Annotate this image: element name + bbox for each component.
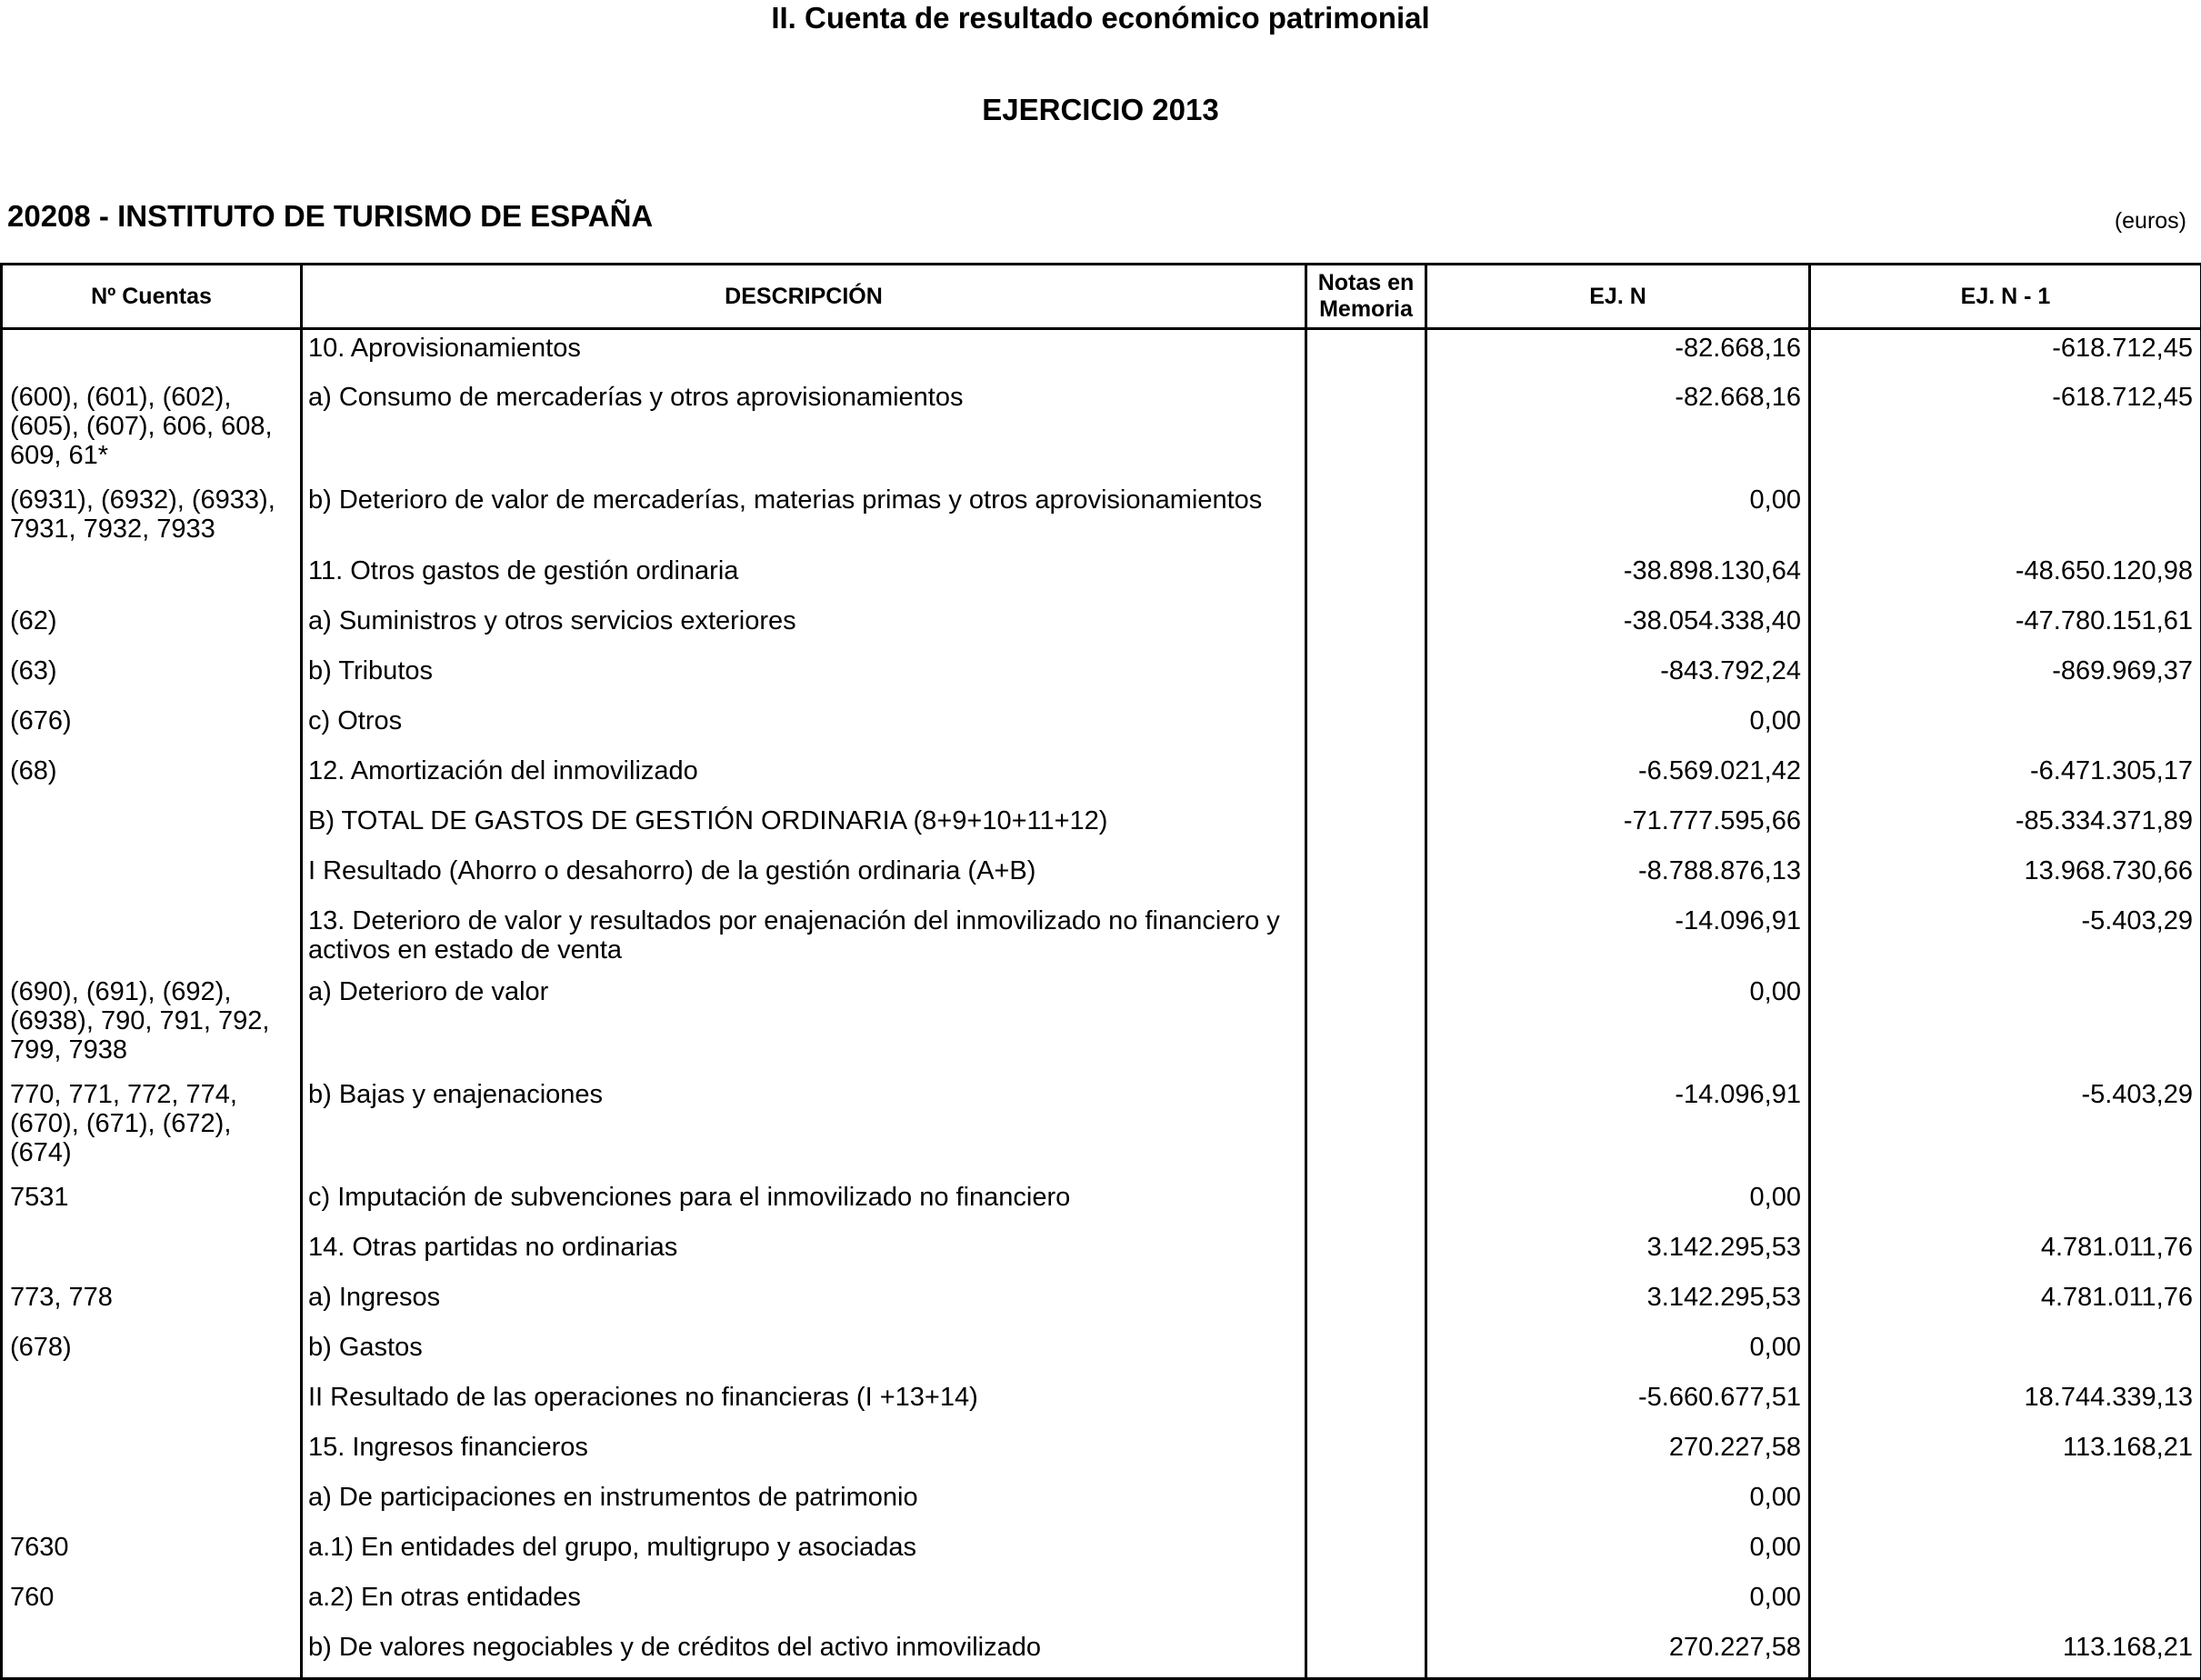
cell-notes — [1306, 603, 1426, 653]
cell-description: a) Consumo de mercaderías y otros aprovisionamientos — [302, 379, 1306, 482]
cell-notes — [1306, 1429, 1426, 1479]
cell-ej-n: -71.777.595,66 — [1426, 803, 1810, 853]
cell-ej-n: 0,00 — [1426, 1529, 1810, 1579]
table-row — [2, 329, 2201, 379]
table-row — [2, 903, 2201, 974]
col-header-description: DESCRIPCIÓN — [302, 265, 1306, 329]
table-row — [2, 603, 2201, 653]
cell-ej-n: -82.668,16 — [1426, 329, 1810, 379]
table-row — [2, 1179, 2201, 1229]
cell-description: 10. Aprovisionamientos — [302, 329, 1306, 379]
cell-ej-n: -38.054.338,40 — [1426, 603, 1810, 653]
cell-accounts — [2, 1429, 302, 1479]
table-row — [2, 653, 2201, 703]
cell-ej-n: 0,00 — [1426, 482, 1810, 553]
cell-description: II Resultado de las operaciones no financieras (I +13+14) — [302, 1379, 1306, 1429]
cell-ej-n1: -47.780.151,61 — [1810, 603, 2201, 653]
cell-description: b) De valores negociables y de créditos del activo inmovilizado — [302, 1629, 1306, 1679]
cell-accounts: 773, 778 — [2, 1279, 302, 1329]
cell-accounts: (68) — [2, 753, 302, 803]
currency-label: (euros) — [2115, 207, 2186, 235]
col-header-accounts: Nº Cuentas — [2, 265, 302, 329]
cell-notes — [1306, 853, 1426, 903]
cell-description: b) Gastos — [302, 1329, 1306, 1379]
cell-ej-n: -14.096,91 — [1426, 1076, 1810, 1179]
table-row — [2, 1076, 2201, 1179]
cell-description: a) De participaciones en instrumentos de patrimonio — [302, 1479, 1306, 1529]
cell-accounts: (600), (601), (602), (605), (607), 606, 608, 609, 61* — [2, 379, 302, 482]
cell-ej-n: -14.096,91 — [1426, 903, 1810, 974]
table-row — [2, 1429, 2201, 1479]
cell-description: a.1) En entidades del grupo, multigrupo y asociadas — [302, 1529, 1306, 1579]
cell-notes — [1306, 482, 1426, 553]
cell-ej-n1: -5.403,29 — [1810, 903, 2201, 974]
cell-description: a) Suministros y otros servicios exteriores — [302, 603, 1306, 653]
cell-ej-n1 — [1810, 703, 2201, 753]
cell-accounts: (6931), (6932), (6933), 7931, 7932, 7933 — [2, 482, 302, 553]
cell-ej-n: 3.142.295,53 — [1426, 1229, 1810, 1279]
table-row — [2, 1329, 2201, 1379]
col-header-ej-n1: EJ. N - 1 — [1810, 265, 2201, 329]
cell-notes — [1306, 703, 1426, 753]
cell-ej-n1: -85.334.371,89 — [1810, 803, 2201, 853]
cell-description: 11. Otros gastos de gestión ordinaria — [302, 553, 1306, 603]
table-row — [2, 1229, 2201, 1279]
table-row — [2, 753, 2201, 803]
cell-notes — [1306, 1579, 1426, 1629]
cell-ej-n1: 4.781.011,76 — [1810, 1229, 2201, 1279]
cell-accounts: 7630 — [2, 1529, 302, 1579]
cell-ej-n1 — [1810, 1329, 2201, 1379]
col-header-ej-n: EJ. N — [1426, 265, 1810, 329]
table-row — [2, 1629, 2201, 1679]
table-row — [2, 1579, 2201, 1629]
cell-accounts: (690), (691), (692), (6938), 790, 791, 792, 799, 7938 — [2, 974, 302, 1076]
cell-notes — [1306, 753, 1426, 803]
cell-ej-n1 — [1810, 1529, 2201, 1579]
cell-description: a) Ingresos — [302, 1279, 1306, 1329]
cell-ej-n: -82.668,16 — [1426, 379, 1810, 482]
cell-ej-n1: -5.403,29 — [1810, 1076, 2201, 1179]
table-row — [2, 1529, 2201, 1579]
cell-ej-n1: -48.650.120,98 — [1810, 553, 2201, 603]
cell-notes — [1306, 1629, 1426, 1679]
table-row — [2, 379, 2201, 482]
cell-description: B) TOTAL DE GASTOS DE GESTIÓN ORDINARIA (8+9+10+11+12) — [302, 803, 1306, 853]
table-row — [2, 703, 2201, 753]
cell-description: b) Tributos — [302, 653, 1306, 703]
table-row — [2, 974, 2201, 1076]
cell-description: a) Deterioro de valor — [302, 974, 1306, 1076]
cell-ej-n1 — [1810, 1179, 2201, 1229]
cell-accounts — [2, 329, 302, 379]
table-row — [2, 553, 2201, 603]
cell-notes — [1306, 379, 1426, 482]
cell-ej-n1: 113.168,21 — [1810, 1629, 2201, 1679]
cell-notes — [1306, 803, 1426, 853]
cell-description: I Resultado (Ahorro o desahorro) de la gestión ordinaria (A+B) — [302, 853, 1306, 903]
cell-accounts — [2, 903, 302, 974]
cell-ej-n: 3.142.295,53 — [1426, 1279, 1810, 1329]
cell-accounts — [2, 1229, 302, 1279]
cell-notes — [1306, 1076, 1426, 1179]
cell-ej-n: 270.227,58 — [1426, 1629, 1810, 1679]
cell-ej-n1: 113.168,21 — [1810, 1429, 2201, 1479]
cell-notes — [1306, 1379, 1426, 1429]
cell-description: 12. Amortización del inmovilizado — [302, 753, 1306, 803]
cell-notes — [1306, 903, 1426, 974]
cell-notes — [1306, 1229, 1426, 1279]
cell-accounts: 7531 — [2, 1179, 302, 1229]
cell-notes — [1306, 1529, 1426, 1579]
page-title: II. Cuenta de resultado económico patrimonial — [0, 0, 2201, 36]
cell-notes — [1306, 653, 1426, 703]
cell-accounts — [2, 803, 302, 853]
cell-notes — [1306, 974, 1426, 1076]
entity-name: 20208 - INSTITUTO DE TURISMO DE ESPAÑA — [7, 198, 653, 235]
cell-description: c) Otros — [302, 703, 1306, 753]
table-header-row — [2, 265, 2201, 329]
cell-ej-n: 0,00 — [1426, 974, 1810, 1076]
col-header-notes: Notas en Memoria — [1306, 265, 1426, 329]
cell-ej-n: 0,00 — [1426, 703, 1810, 753]
cell-ej-n: 0,00 — [1426, 1479, 1810, 1529]
cell-accounts: (678) — [2, 1329, 302, 1379]
cell-ej-n1: 4.781.011,76 — [1810, 1279, 2201, 1329]
cell-description: 15. Ingresos financieros — [302, 1429, 1306, 1479]
cell-ej-n: 0,00 — [1426, 1579, 1810, 1629]
cell-notes — [1306, 1329, 1426, 1379]
cell-accounts: (63) — [2, 653, 302, 703]
cell-ej-n1 — [1810, 1479, 2201, 1529]
cell-ej-n1: -6.471.305,17 — [1810, 753, 2201, 803]
cell-accounts — [2, 1379, 302, 1429]
cell-description: c) Imputación de subvenciones para el inmovilizado no financiero — [302, 1179, 1306, 1229]
cell-accounts: 770, 771, 772, 774, (670), (671), (672), (674) — [2, 1076, 302, 1179]
cell-accounts: (676) — [2, 703, 302, 753]
cell-notes — [1306, 329, 1426, 379]
cell-ej-n1: 18.744.339,13 — [1810, 1379, 2201, 1429]
table-row — [2, 803, 2201, 853]
exercise-year: EJERCICIO 2013 — [0, 92, 2201, 128]
table-row — [2, 1479, 2201, 1529]
table-row — [2, 482, 2201, 553]
cell-accounts — [2, 1629, 302, 1679]
cell-ej-n1 — [1810, 1579, 2201, 1629]
cell-ej-n: -5.660.677,51 — [1426, 1379, 1810, 1429]
cell-description: 13. Deterioro de valor y resultados por enajenación del inmovilizado no financiero y activos en estado de venta — [302, 903, 1306, 974]
cell-ej-n1: 13.968.730,66 — [1810, 853, 2201, 903]
cell-description: a.2) En otras entidades — [302, 1579, 1306, 1629]
cell-ej-n: -6.569.021,42 — [1426, 753, 1810, 803]
cell-accounts: 760 — [2, 1579, 302, 1629]
cell-ej-n: 270.227,58 — [1426, 1429, 1810, 1479]
cell-ej-n1: -618.712,45 — [1810, 329, 2201, 379]
cell-ej-n: 0,00 — [1426, 1329, 1810, 1379]
cell-ej-n1 — [1810, 974, 2201, 1076]
table-row — [2, 1279, 2201, 1329]
table-row — [2, 1379, 2201, 1429]
cell-accounts — [2, 1479, 302, 1529]
cell-description: 14. Otras partidas no ordinarias — [302, 1229, 1306, 1279]
cell-notes — [1306, 1479, 1426, 1529]
cell-accounts — [2, 853, 302, 903]
cell-ej-n: -8.788.876,13 — [1426, 853, 1810, 903]
cell-description: b) Bajas y enajenaciones — [302, 1076, 1306, 1179]
results-table — [0, 263, 2201, 1680]
cell-ej-n: -38.898.130,64 — [1426, 553, 1810, 603]
cell-ej-n1 — [1810, 482, 2201, 553]
cell-notes — [1306, 553, 1426, 603]
cell-ej-n: -843.792,24 — [1426, 653, 1810, 703]
cell-description: b) Deterioro de valor de mercaderías, materias primas y otros aprovisionamientos — [302, 482, 1306, 553]
cell-accounts — [2, 553, 302, 603]
table-row — [2, 853, 2201, 903]
cell-ej-n1: -869.969,37 — [1810, 653, 2201, 703]
cell-notes — [1306, 1179, 1426, 1229]
cell-ej-n: 0,00 — [1426, 1179, 1810, 1229]
cell-ej-n1: -618.712,45 — [1810, 379, 2201, 482]
cell-accounts: (62) — [2, 603, 302, 653]
cell-notes — [1306, 1279, 1426, 1329]
